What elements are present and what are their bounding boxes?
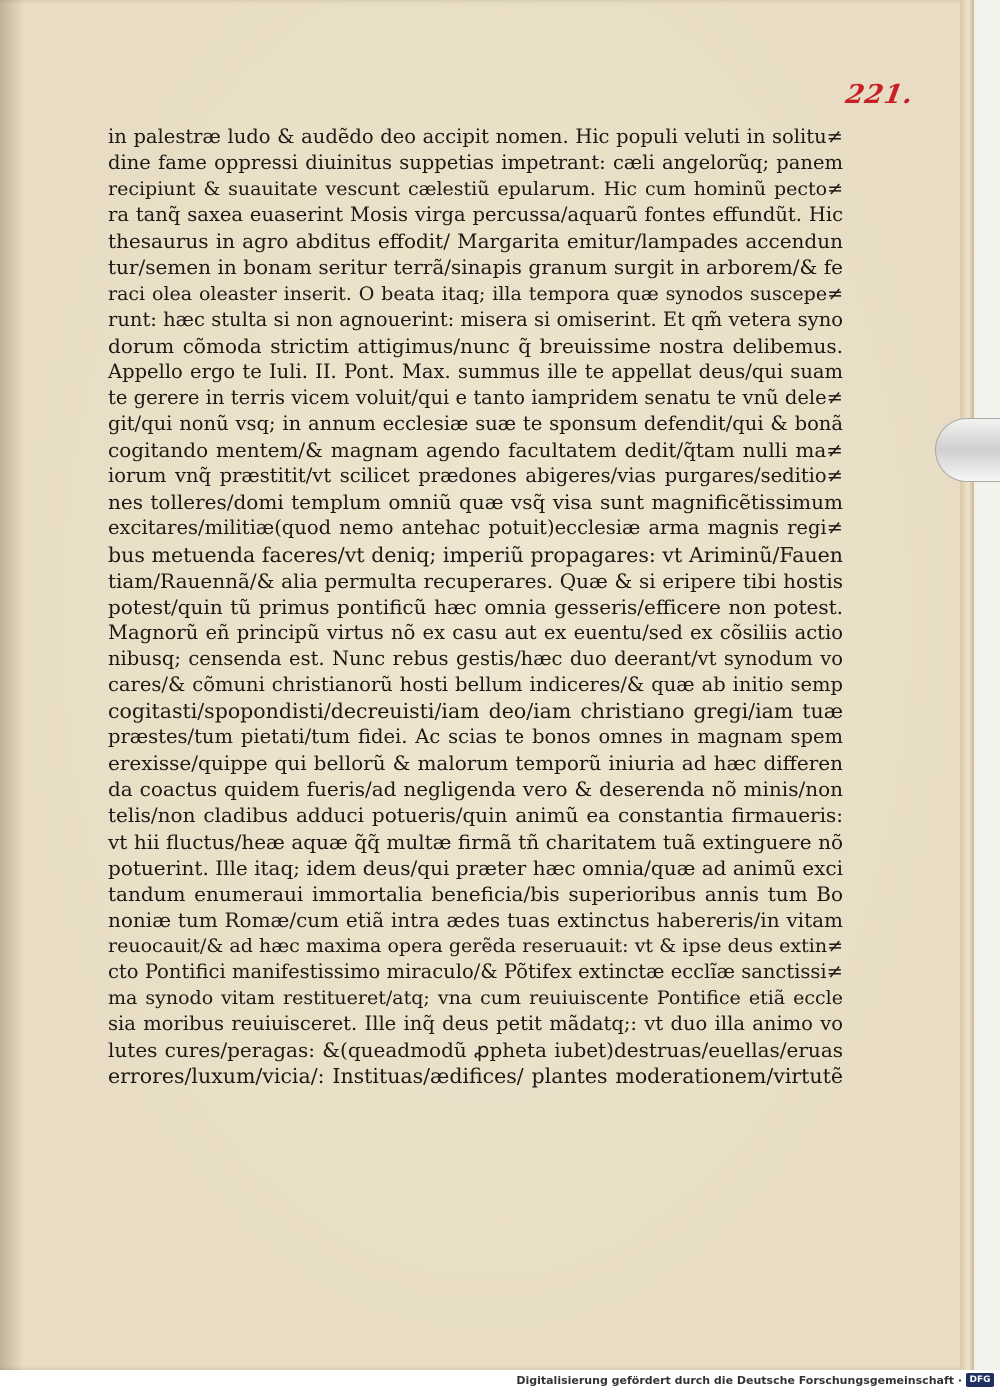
text-line: nibusq; censenda est. Nunc rebus gestis/hæc duo deerant/vt synodum vo xyxy=(108,646,843,670)
text-line: reuocauit/& ad hæc maxima opera gerẽda reseruauit: vt & ipse deus extin≠ xyxy=(108,934,843,957)
text-line: git/qui nonũ vsq; in annum ecclesiæ suæ te sponsum defendit/qui & bonã xyxy=(108,412,843,436)
text-line: iorum vnq̃ præstitit/vt scilicet prædones abigeres/vias purgares/seditio≠ xyxy=(108,464,843,488)
text-line: tiam/Rauennã/& alia permulta recuperares. Quæ & si eripere tibi hostis xyxy=(108,568,843,593)
text-line: in palestræ ludo & audẽdo deo accipit nomen. Hic populi veluti in solitu≠ xyxy=(108,125,843,148)
text-line: cogitando mentem/& magnam agendo facultatem dedit/q̃tam nulli ma≠ xyxy=(108,438,843,463)
text-line: recipiunt & suauitate vescunt cælestiũ epularum. Hic cum hominũ pecto≠ xyxy=(108,178,843,201)
text-line: cogitasti/spopondisti/decreuisti/iam deo/iam christiano gregi/iam tuæ xyxy=(108,699,843,724)
text-line: errores/luxum/vicia/: Instituas/ædifices/ plantes moderationem/virtutẽ xyxy=(108,1064,843,1089)
text-line: Appello ergo te Iuli. II. Pont. Max. summus ille te appellat deus/qui suam xyxy=(108,359,843,383)
text-line: sia moribus reuiuisceret. Ille inq̃ deus petit mãdatq;: vt duo illa animo vo xyxy=(108,1012,843,1036)
text-line: potuerint. Ille itaq; idem deus/qui præter hæc omnia/quæ ad animũ exci xyxy=(108,855,843,880)
text-line: lutes cures/peragas: &(queadmodũ ꝓpheta iubet)destruas/euellas/eruas xyxy=(108,1038,843,1063)
paper-clip-tab xyxy=(935,418,1000,482)
text-block xyxy=(108,124,843,1089)
text-line: excitares/militiæ(quod nemo antehac potuit)ecclesiæ arma magnis regi≠ xyxy=(108,516,843,540)
text-line: ra tanq̃ saxea euaserint Mosis virga percussa/aquarũ fontes effundũt. Hic xyxy=(108,203,843,227)
text-line: telis/non cladibus adduci potueris/quin animũ ea constantia firmaueris: xyxy=(108,803,843,828)
footer-credit: Digitalisierung gefördert durch die Deutsche Forschungsgemeinschaft · xyxy=(516,1374,962,1387)
text-line: Magnorũ eñ principũ virtus nõ ex casu aut ex euentu/sed ex cõsiliis actio xyxy=(108,620,843,644)
text-line: bus metuenda faceres/vt deniq; imperiũ propagares: vt Ariminũ/Fauen xyxy=(108,542,843,567)
text-line: vt hii fluctus/heæ aquæ q̃q̃ multæ firmã tñ charitatem tuã extinguere nõ xyxy=(108,829,843,854)
text-line: nes tolleres/domi templum omniũ quæ vsq̃ visa sunt magnificẽtissimum xyxy=(108,490,843,515)
text-line: noniæ tum Romæ/cum etiã intra ædes tuas extinctus habereris/in vitam xyxy=(108,907,843,932)
page-fore-edge xyxy=(960,0,974,1370)
text-line: thesaurus in agro abditus effodit/ Margarita emitur/lampades accendun xyxy=(108,229,843,254)
footer-bar xyxy=(0,1370,1000,1391)
text-line: dorum cõmoda strictim attigimus/nunc q̃ breuissime nostra delibemus. xyxy=(108,333,843,358)
text-line: erexisse/quippe qui bellorũ & malorum temporũ iniuria ad hæc differen xyxy=(108,751,843,776)
text-line: runt: hæc stulta si non agnouerint: misera si omiserint. Et qm̃ vetera syno xyxy=(108,307,843,331)
text-line: ma synodo vitam restitueret/atq; vna cum reuiuiscente Pontifice etiã eccle xyxy=(108,987,843,1010)
text-line: tur/semen in bonam seritur terrã/sinapis granum surgit in arborem/& fe xyxy=(108,255,843,280)
text-line: præstes/tum pietati/tum fidei. Ac scias te bonos omnes in magnam spem xyxy=(108,725,843,749)
dfg-logo: DFG xyxy=(966,1373,994,1387)
text-line: da coactus quidem fueris/ad negligenda vero & deserenda nõ minis/non xyxy=(108,777,843,802)
folio-number: 221. xyxy=(843,80,916,110)
scan-margin xyxy=(974,0,1000,1370)
text-line: raci olea oleaster inserit. O beata itaq; illa tempora quæ synodos suscepe≠ xyxy=(108,282,843,305)
text-line: cares/& cõmuni christianorũ hosti bellum indiceres/& quæ ab initio semp xyxy=(108,672,843,696)
text-line: dine fame oppressi diuinitus suppetias impetrant: cæli angelorũq; panem xyxy=(108,151,843,175)
text-line: te gerere in terris vicem voluit/qui e tanto iampridem senatu te vnũ dele≠ xyxy=(108,385,843,409)
text-line: cto Pontifici manifestissimo miraculo/& Põtifex extinctæ ecclĩæ sanctissi≠ xyxy=(108,960,843,983)
text-line: tandum enumeraui immortalia beneficia/bis superioribus annis tum Bo xyxy=(108,881,843,906)
text-line: potest/quin tũ primus pontificũ hæc omnia gesseris/efficere non potest. xyxy=(108,594,843,619)
